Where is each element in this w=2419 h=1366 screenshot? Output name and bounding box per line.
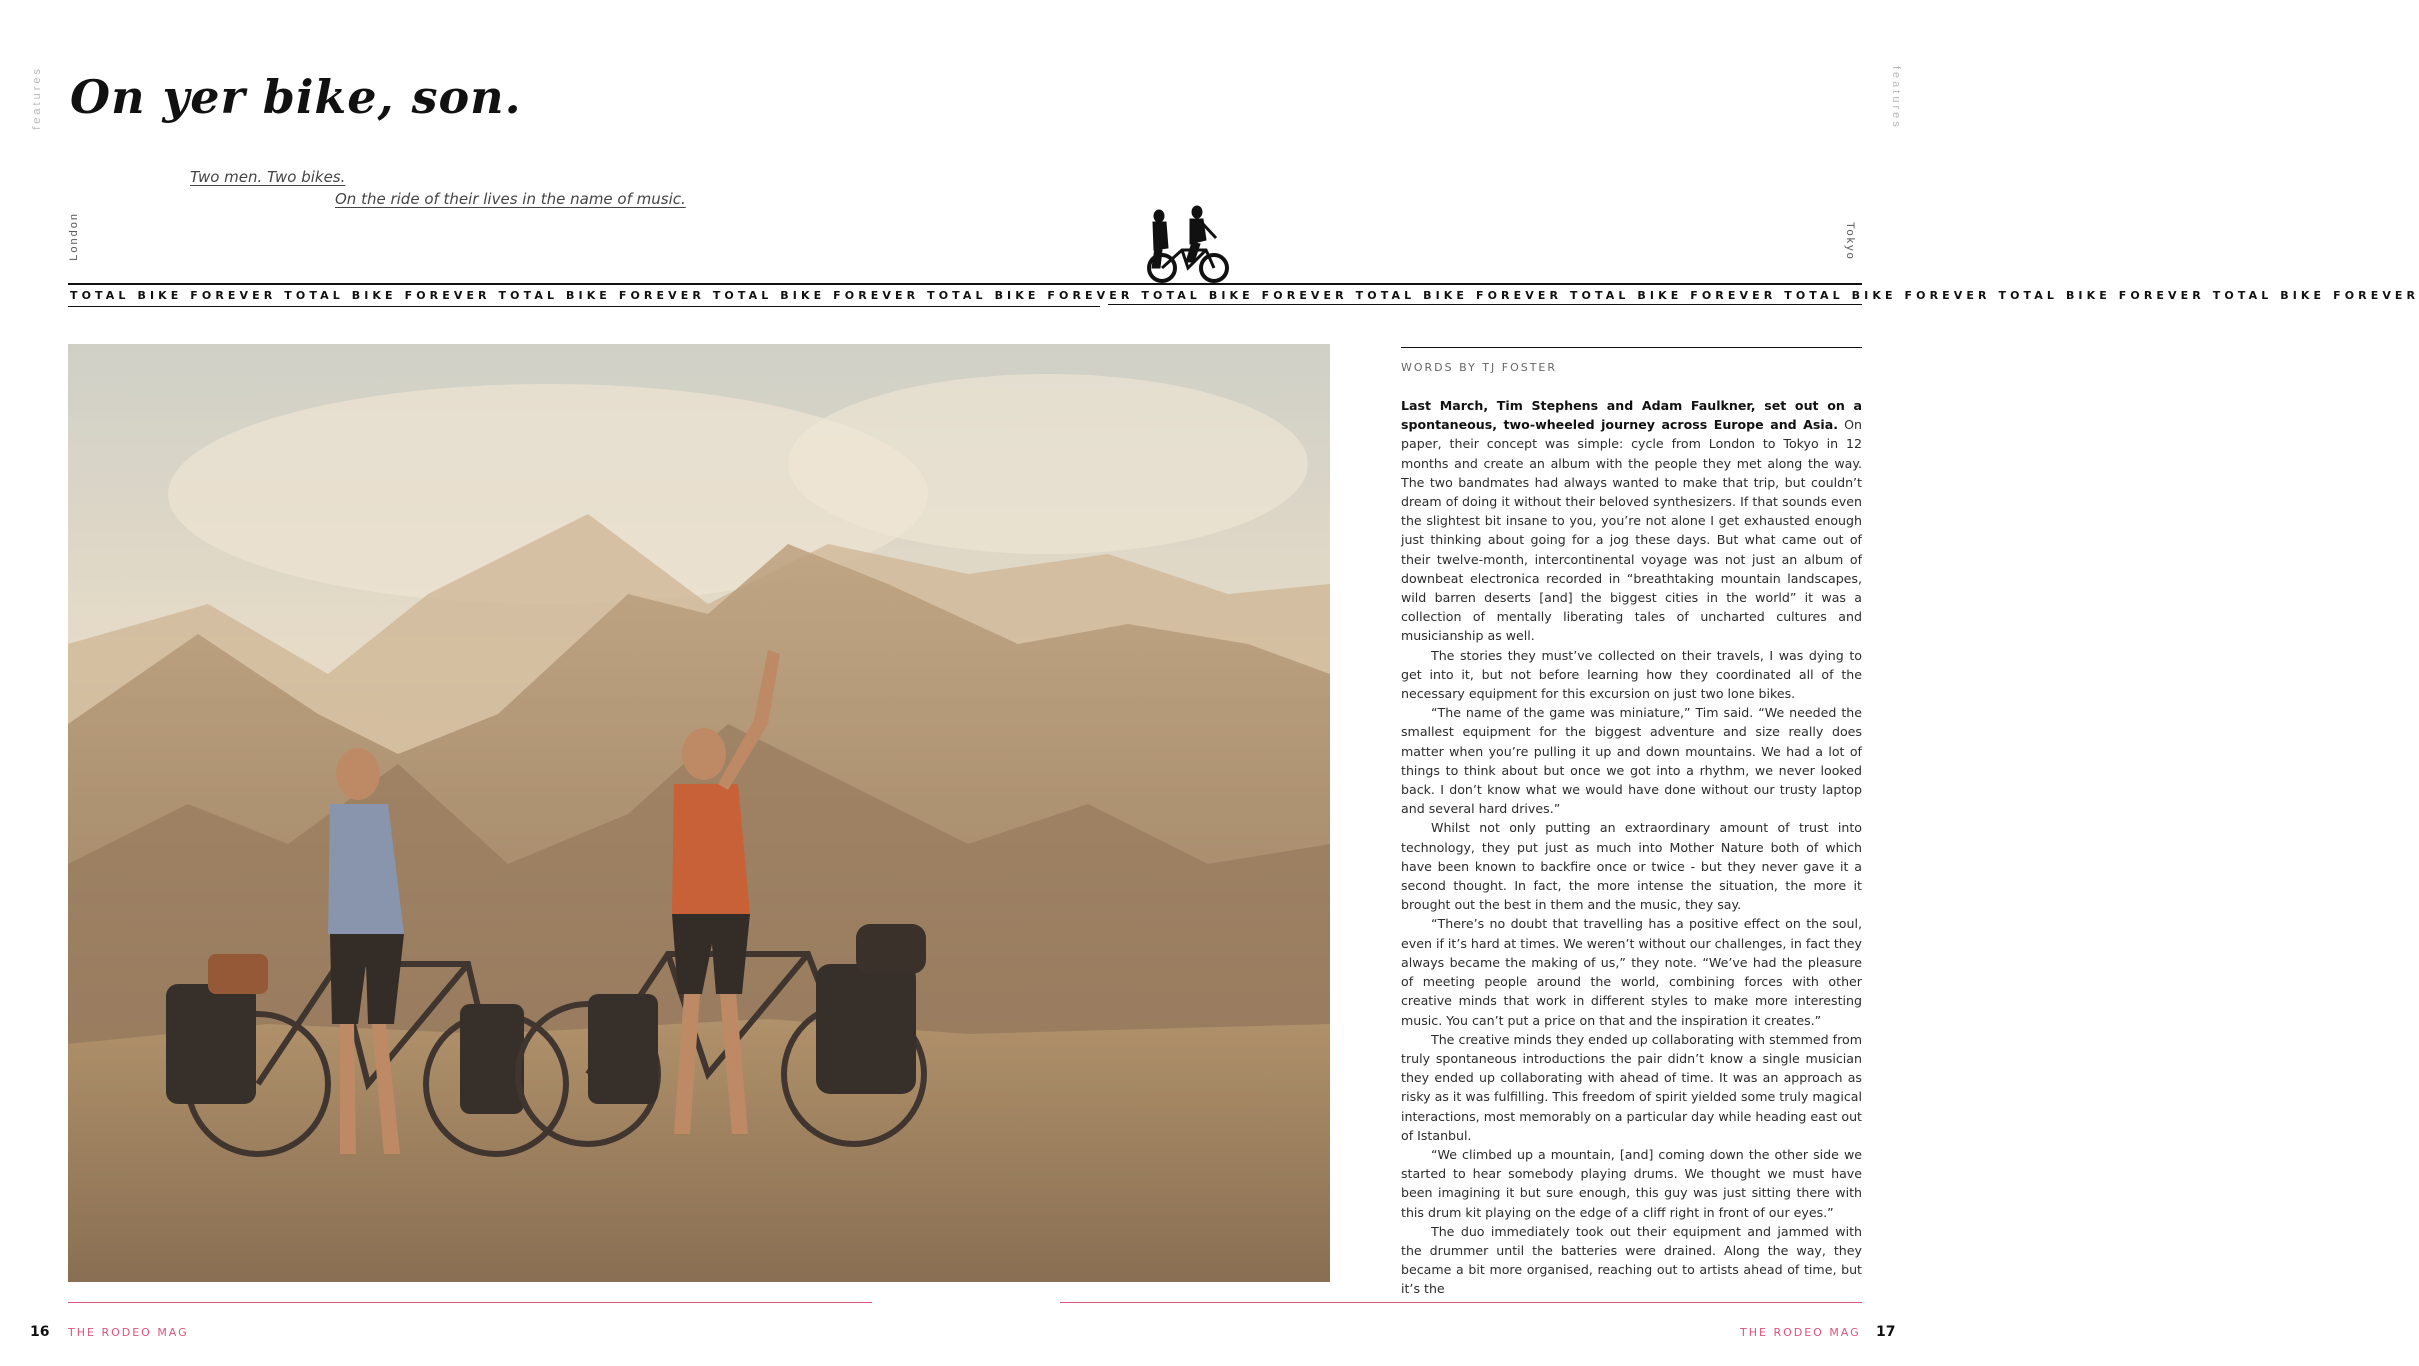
article-title: On yer bike, son. [70,70,522,124]
footer-rule-right [1060,1302,1862,1303]
article-paragraph: “There’s no doubt that travelling has a positive effect on the soul, even if it’s hard at times. We weren’t without our challenges, in fact they always became the making of us,” they note. “We’ve had the pleasure of meeting people around the world, combining forces with other creative minds that work in different styles to make more interesting music. You can’t put a price on that and the inspiration it creates.” [1401,916,1862,1028]
byline: WORDS BY TJ FOSTER [1401,361,1558,374]
hero-photo [68,344,1330,1282]
page-number-left: 16 [30,1324,50,1340]
article-paragraph: Whilst not only putting an extraordinary amount of trust into technology, they put just as much into Mother Nature both of which have been known to backfire once or twice - but they never gave it a second thought. In fact, the more intense the situation, the more it brought out the best in them and the music, they say. [1401,820,1862,913]
article-paragraph: “We climbed up a mountain, [and] coming down the other side we started to hear somebody playing drums. We thought we must have been imagining it but sure enough, this guy was just sitting there with this drum kit playing on the edge of a cliff right in front of our eyes.” [1401,1146,1862,1220]
ticker-bottom-rule-left [68,306,1100,307]
article-paragraph-text: On paper, their concept was simple: cycle from London to Tokyo in 12 months and create an album with the people they met along the way. The two bandmates had always wanted to make that trip, but couldn’t dream of doing it without their beloved synthesizers. If that sounds even the slightest bit insane to you, you’re not alone I get exhausted enough just thinking about going for a jog these days. But what came out of their twelve-month, intercontinental voyage was not just an album of downbeat electronica recorded in “breathtaking mountain landscapes, wild barren deserts [and] the biggest cities in the world” it was a collection of mentally liberating tales of uncharted cultures and musicianship as well. [1401,417,1862,644]
article-paragraph: The duo immediately took out their equipment and jammed with the drummer until the batteries were drained. Along the way, they became a bit more organised, reaching out to artists ahead of time, but it’s the [1401,1223,1862,1297]
ticker-bottom-rule-right [1108,304,1862,305]
city-end-label: Tokyo [1844,222,1856,261]
tagline-line-1: Two men. Two bikes. [190,168,346,186]
footer-rule-left [68,1302,872,1303]
ticker-strip: TOTAL BIKE FOREVER TOTAL BIKE FOREVER TOTAL BIKE FOREVER TOTAL BIKE FOREVER TOTAL BIKE FOREVER TOTAL BIKE FOREVER TOTAL BIKE FOREVER TOTAL BIKE FOREVER TOTAL BIKE FOREVER TOTAL BIKE FOREVER TOTAL BIKE FOREVER [70,289,2419,302]
city-start-label: London [68,212,80,261]
tagline-line-2: On the ride of their lives in the name of music. [335,190,686,208]
article-paragraph: The creative minds they ended up collaborating with stemmed from truly spontaneous introductions the pair didn’t know a single musician they ended up collaborating with ahead of time. It was an approach as risky as it was fulfilling. This freedom of spirit yielded some truly magical interactions, most memorably on a particular day while heading east out of Istanbul. [1401,1031,1862,1143]
section-label-left: features [31,66,43,130]
tandem-bike-icon [1140,204,1230,286]
article-paragraph: The stories they must’ve collected on their travels, I was dying to get into it, but not before learning how they coordinated all of the necessary equipment for this excursion on just two lone bikes. [1401,647,1862,702]
article-lede: Last March, Tim Stephens and Adam Faulkner, set out on a spontaneous, two-wheeled journey across Europe and Asia. [1401,398,1862,433]
article-body [1401,396,1862,1297]
magazine-name-left: THE RODEO MAG [68,1326,189,1339]
magazine-name-right: THE RODEO MAG [1740,1326,1861,1339]
byline-rule [1401,347,1862,348]
article-paragraph [1401,396,1862,646]
section-label-right: features [1890,66,1902,130]
ticker-top-rule [68,283,1862,285]
article-paragraph: “The name of the game was miniature,” Tim said. “We needed the smallest equipment for the biggest adventure and size really does matter when you’re pulling it up and down mountains. We had a lot of things to think about but once we got into a rhythm, we never looked back. I don’t know what we would have done without our trusty laptop and several hard drives.” [1401,705,1862,817]
page-number-right: 17 [1876,1324,1896,1340]
